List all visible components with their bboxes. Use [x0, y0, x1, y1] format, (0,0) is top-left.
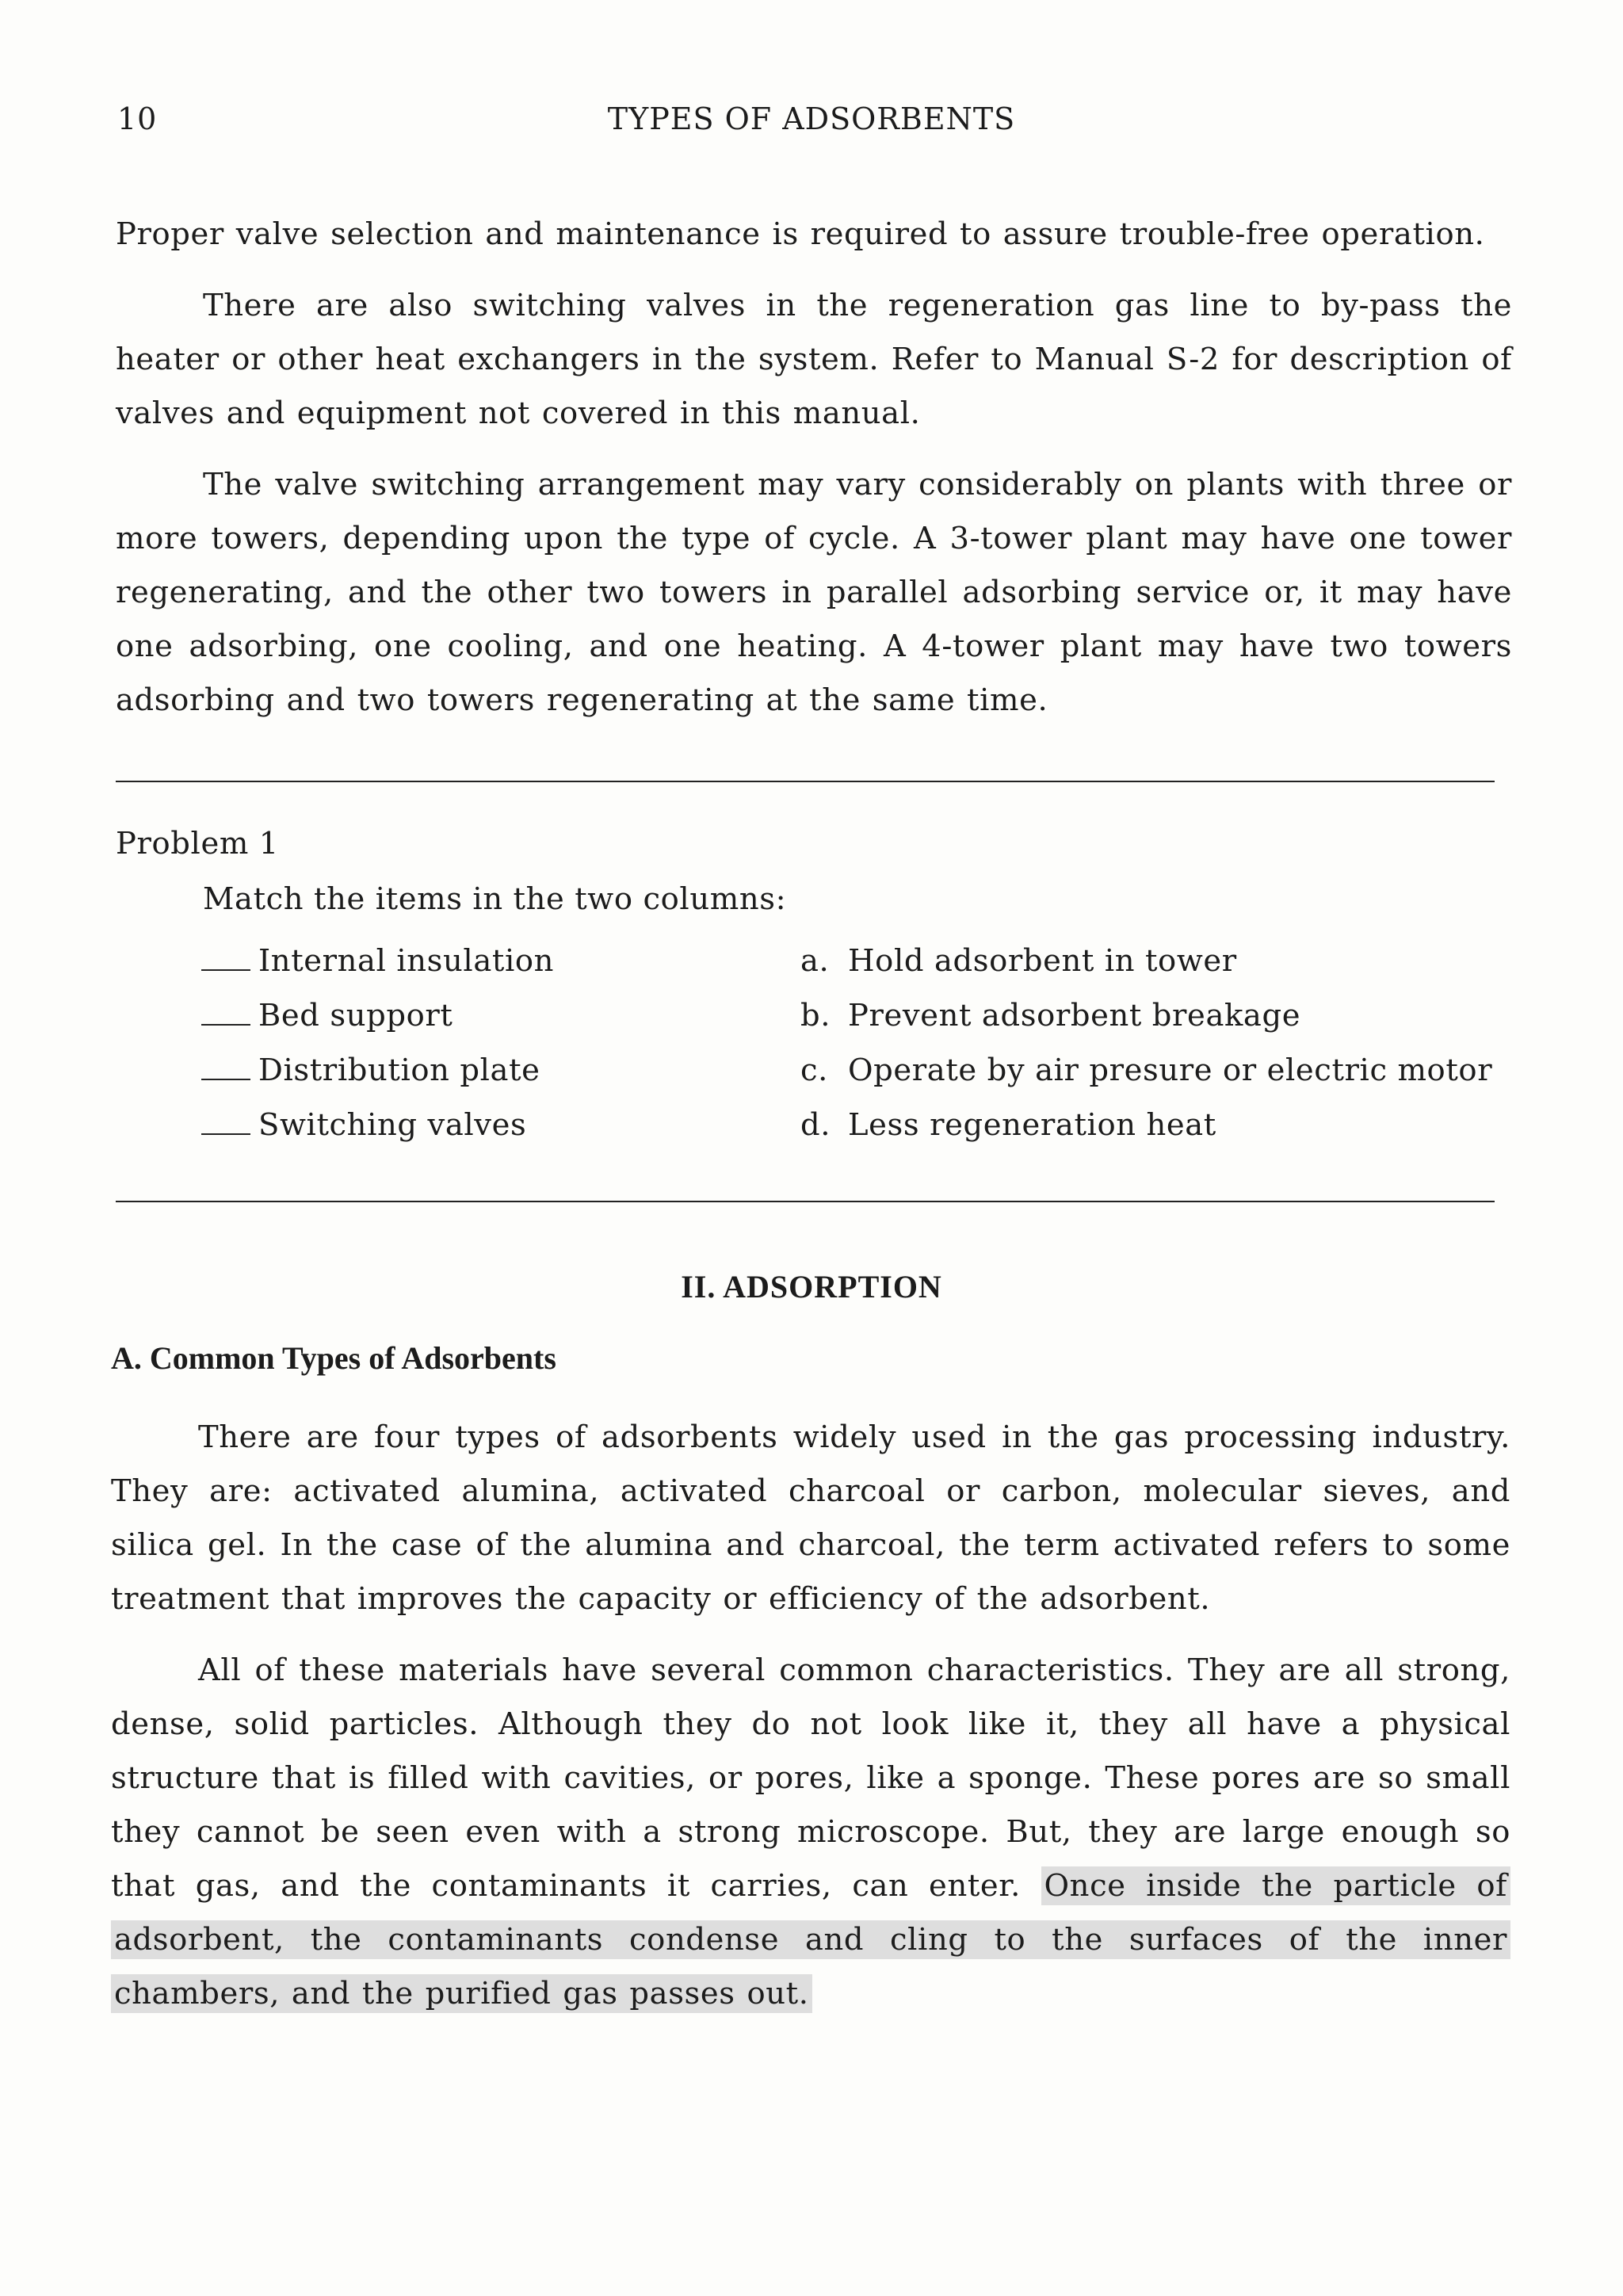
page-number: 10: [117, 101, 158, 136]
paragraph-switching-valves: There are also switching valves in the regeneration gas line to by-pass the heater or other heat exchangers in the system. Refer to Manual S-2 for description of valves and equipment not covered in this manual.: [116, 288, 1512, 431]
problem-instruction: Match the items in the two columns:: [203, 881, 787, 917]
match-left-item: Distribution plate: [201, 1043, 554, 1098]
match-right-column: [800, 934, 1492, 1152]
intro-text: [116, 208, 1512, 728]
divider-bottom: [116, 1201, 1495, 1202]
paragraph-valve-selection: Proper valve selection and maintenance is required to assure trouble-free operation.: [116, 216, 1485, 252]
page-header: [117, 101, 1506, 149]
match-left-column: [201, 934, 554, 1152]
answer-blank[interactable]: [201, 1055, 250, 1080]
paragraph-valve-arrangement: The valve switching arrangement may vary considerably on plants with three or more towers, depending upon the type of cycle. A 3-tower plant may have one tower regenerating, and the other two towers in parallel adsorbing service or, it may have one adsorbing, one cooling, and one heating. A 4-tower plant may have two towers adsorbing and two towers regenerating at the same time.: [116, 467, 1512, 718]
highlighted-text: Once inside the particle of adsorbent, the contaminants condense and cling to the surfaces of the inner chambers, and the purified gas passes out.: [111, 1866, 1510, 2013]
match-right-item: a. Hold adsorbent in tower: [800, 943, 1237, 979]
match-left-item: Switching valves: [201, 1098, 554, 1152]
running-title: TYPES OF ADSORBENTS: [607, 101, 1016, 136]
paragraph-characteristics: [111, 1644, 1510, 2021]
match-left-item: Bed support: [201, 988, 554, 1043]
divider-top: [116, 781, 1495, 782]
match-right-item: c. Operate by air presure or electric motor: [800, 1052, 1493, 1088]
problem-title: Problem 1: [116, 826, 279, 861]
adsorption-text: [111, 1411, 1510, 2021]
match-right-item: b. Prevent adsorbent breakage: [800, 998, 1301, 1033]
subsection-title: A. Common Types of Adsorbents: [111, 1340, 556, 1376]
answer-blank[interactable]: [201, 1110, 250, 1135]
match-left-item: Internal insulation: [201, 934, 554, 988]
answer-blank[interactable]: [201, 946, 250, 971]
section-title: II. ADSORPTION: [681, 1269, 942, 1305]
answer-blank[interactable]: [201, 1000, 250, 1026]
characteristics-text: All of these materials have several common characteristics. They are all strong, dense, solid particles. Although they do not look like it, they all have a physical structure that is filled with cavities, or pores, like a sponge. These pores are so small they cannot be seen even with a strong microscope. But, they are large enough so that gas, and the contaminants it carries, can enter.: [111, 1652, 1510, 1904]
match-right-item: d. Less regeneration heat: [800, 1107, 1216, 1143]
paragraph-adsorbent-types: There are four types of adsorbents widely used in the gas processing industry. They are: activated alumina, activated charcoal or carbon, molecular sieves, and silica gel. In the case of the alumina and charcoal, the term activated refers to some treatment that improves the capacity or efficiency of the adsorbent.: [111, 1419, 1510, 1617]
